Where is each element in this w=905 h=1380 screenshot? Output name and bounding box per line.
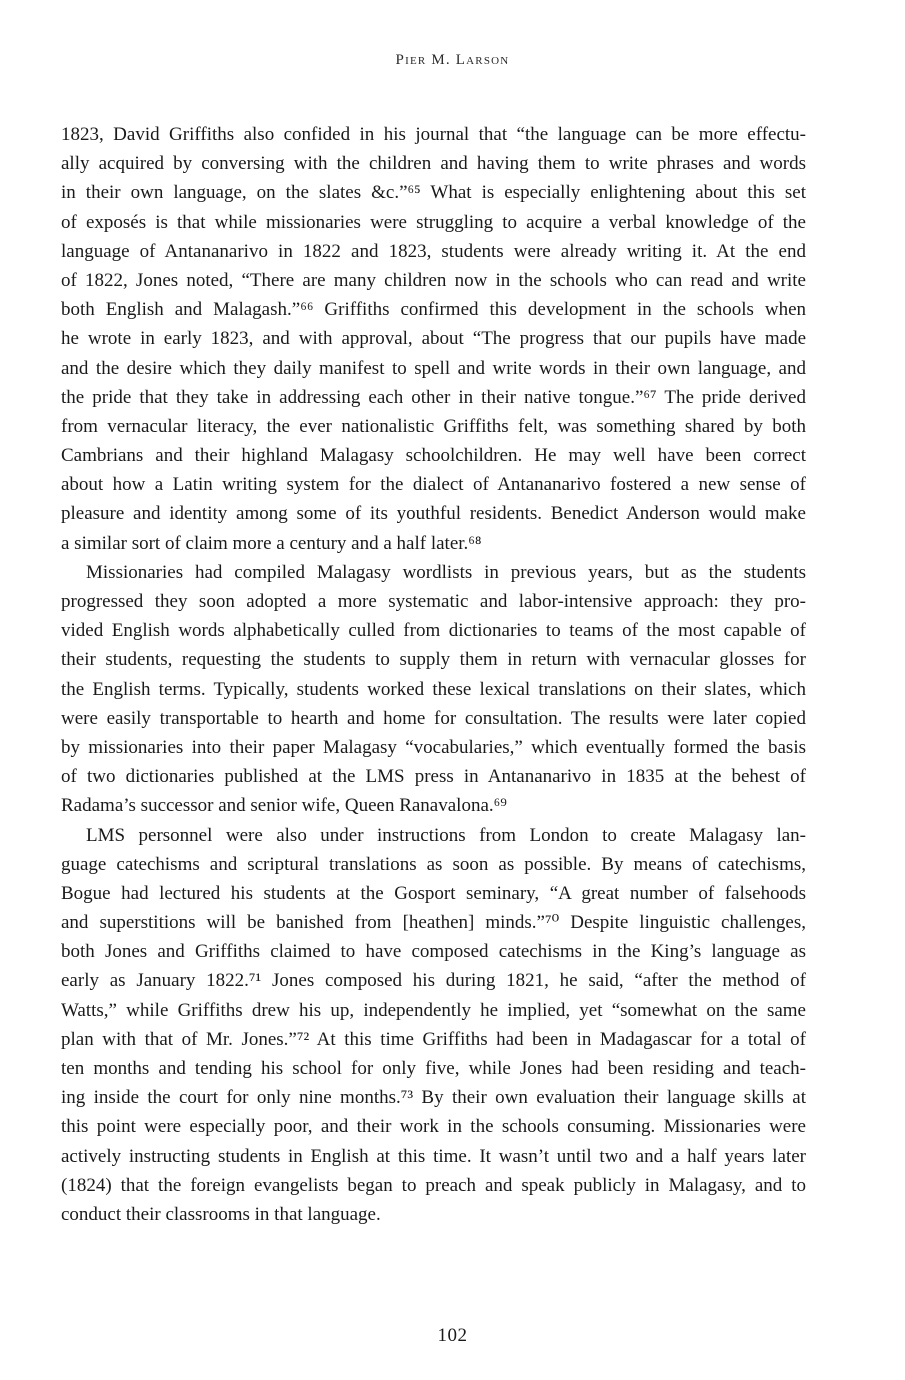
text-line: their students, requesting the students to supply them in return with vernacular glosses for <box>61 649 806 671</box>
text-line: Bogue had lectured his students at the Gosport seminary, “A great number of falsehoods <box>61 882 806 904</box>
text-line: early as January 1822.⁷¹ Jones composed his during 1821, he said, “after the method of <box>61 970 806 992</box>
text-line: the English terms. Typically, students worked these lexical translations on their slates, which <box>61 678 806 700</box>
text-line: Watts,” while Griffiths drew his up, independently he implied, yet “somewhat on the same <box>61 999 806 1021</box>
text-line: from vernacular literacy, the ever nationalistic Griffiths felt, was something shared by both <box>61 415 806 437</box>
text-line: about how a Latin writing system for the dialect of Antananarivo fostered a new sense of <box>61 474 806 496</box>
paragraph-3 <box>61 821 806 1230</box>
text-line: guage catechisms and scriptural translations as soon as possible. By means of catechisms, <box>61 853 806 875</box>
text-line: Radama’s successor and senior wife, Queen Ranavalona.⁶⁹ <box>61 795 507 817</box>
text-line: of exposés is that while missionaries were struggling to acquire a verbal knowledge of the <box>61 211 806 233</box>
text-line: progressed they soon adopted a more systematic and labor-intensive approach: they pro- <box>61 591 806 612</box>
text-line: a similar sort of claim more a century and a half later.⁶⁸ <box>61 532 482 554</box>
text-line: language of Antananarivo in 1822 and 1823, students were already writing it. At the end <box>61 240 806 262</box>
running-head: Pier M. Larson <box>395 52 510 68</box>
text-line: he wrote in early 1823, and with approval, about “The progress that our pupils have made <box>61 328 806 350</box>
text-line: conduct their classrooms in that language. <box>61 1203 381 1225</box>
text-line: vided English words alphabetically culled from dictionaries to teams of the most capable of <box>61 620 806 642</box>
text-line: Missionaries had compiled Malagasy wordlists in previous years, but as the students <box>86 561 806 583</box>
text-line: ing inside the court for only nine months.⁷³ By their own evaluation their language skills at <box>61 1087 806 1109</box>
text-line: in their own language, on the slates &c.”⁶⁵ What is especially enlightening about this set <box>61 182 806 204</box>
text-line: ally acquired by conversing with the children and having them to write phrases and words <box>61 153 806 175</box>
text-line: both English and Malagash.”⁶⁶ Griffiths confirmed this development in the schools when <box>61 299 806 321</box>
text-line: by missionaries into their paper Malagasy “vocabularies,” which eventually formed the basis <box>61 736 806 758</box>
text-line: Cambrians and their highland Malagasy schoolchildren. He may well have been correct <box>61 445 806 467</box>
text-line: and superstitions will be banished from [heathen] minds.”⁷⁰ Despite linguistic challenges, <box>61 912 806 934</box>
text-line: plan with that of Mr. Jones.”⁷² At this time Griffiths had been in Madagascar for a total of <box>61 1028 806 1050</box>
text-line: this point were especially poor, and their work in the schools consuming. Missionaries were <box>61 1116 806 1138</box>
text-line: of 1822, Jones noted, “There are many children now in the schools who can read and write <box>61 269 806 291</box>
text-line: of two dictionaries published at the LMS press in Antananarivo in 1835 at the behest of <box>61 766 806 788</box>
text-line: were easily transportable to hearth and home for consultation. The results were later copied <box>61 707 806 729</box>
paragraph-2 <box>61 558 806 821</box>
text-line: actively instructing students in English at this time. It wasn’t until two and a half years later <box>61 1145 806 1167</box>
text-line: both Jones and Griffiths claimed to have composed catechisms in the King’s language as <box>61 941 806 963</box>
body-text <box>61 120 806 1229</box>
page-number: 102 <box>437 1325 468 1346</box>
text-line: pleasure and identity among some of its youthful residents. Benedict Anderson would make <box>61 503 806 525</box>
paragraph-1 <box>61 120 806 558</box>
text-line: the pride that they take in addressing each other in their native tongue.”⁶⁷ The pride derived <box>61 386 806 408</box>
text-line: and the desire which they daily manifest to spell and write words in their own language, and <box>61 357 806 379</box>
text-line: LMS personnel were also under instructions from London to create Malagasy lan- <box>86 824 806 846</box>
text-line: (1824) that the foreign evangelists began to preach and speak publicly in Malagasy, and to <box>61 1174 806 1196</box>
text-line: ten months and tending his school for only five, while Jones had been residing and teach- <box>61 1058 806 1079</box>
text-line: 1823, David Griffiths also confided in his journal that “the language can be more effectu- <box>61 124 806 145</box>
